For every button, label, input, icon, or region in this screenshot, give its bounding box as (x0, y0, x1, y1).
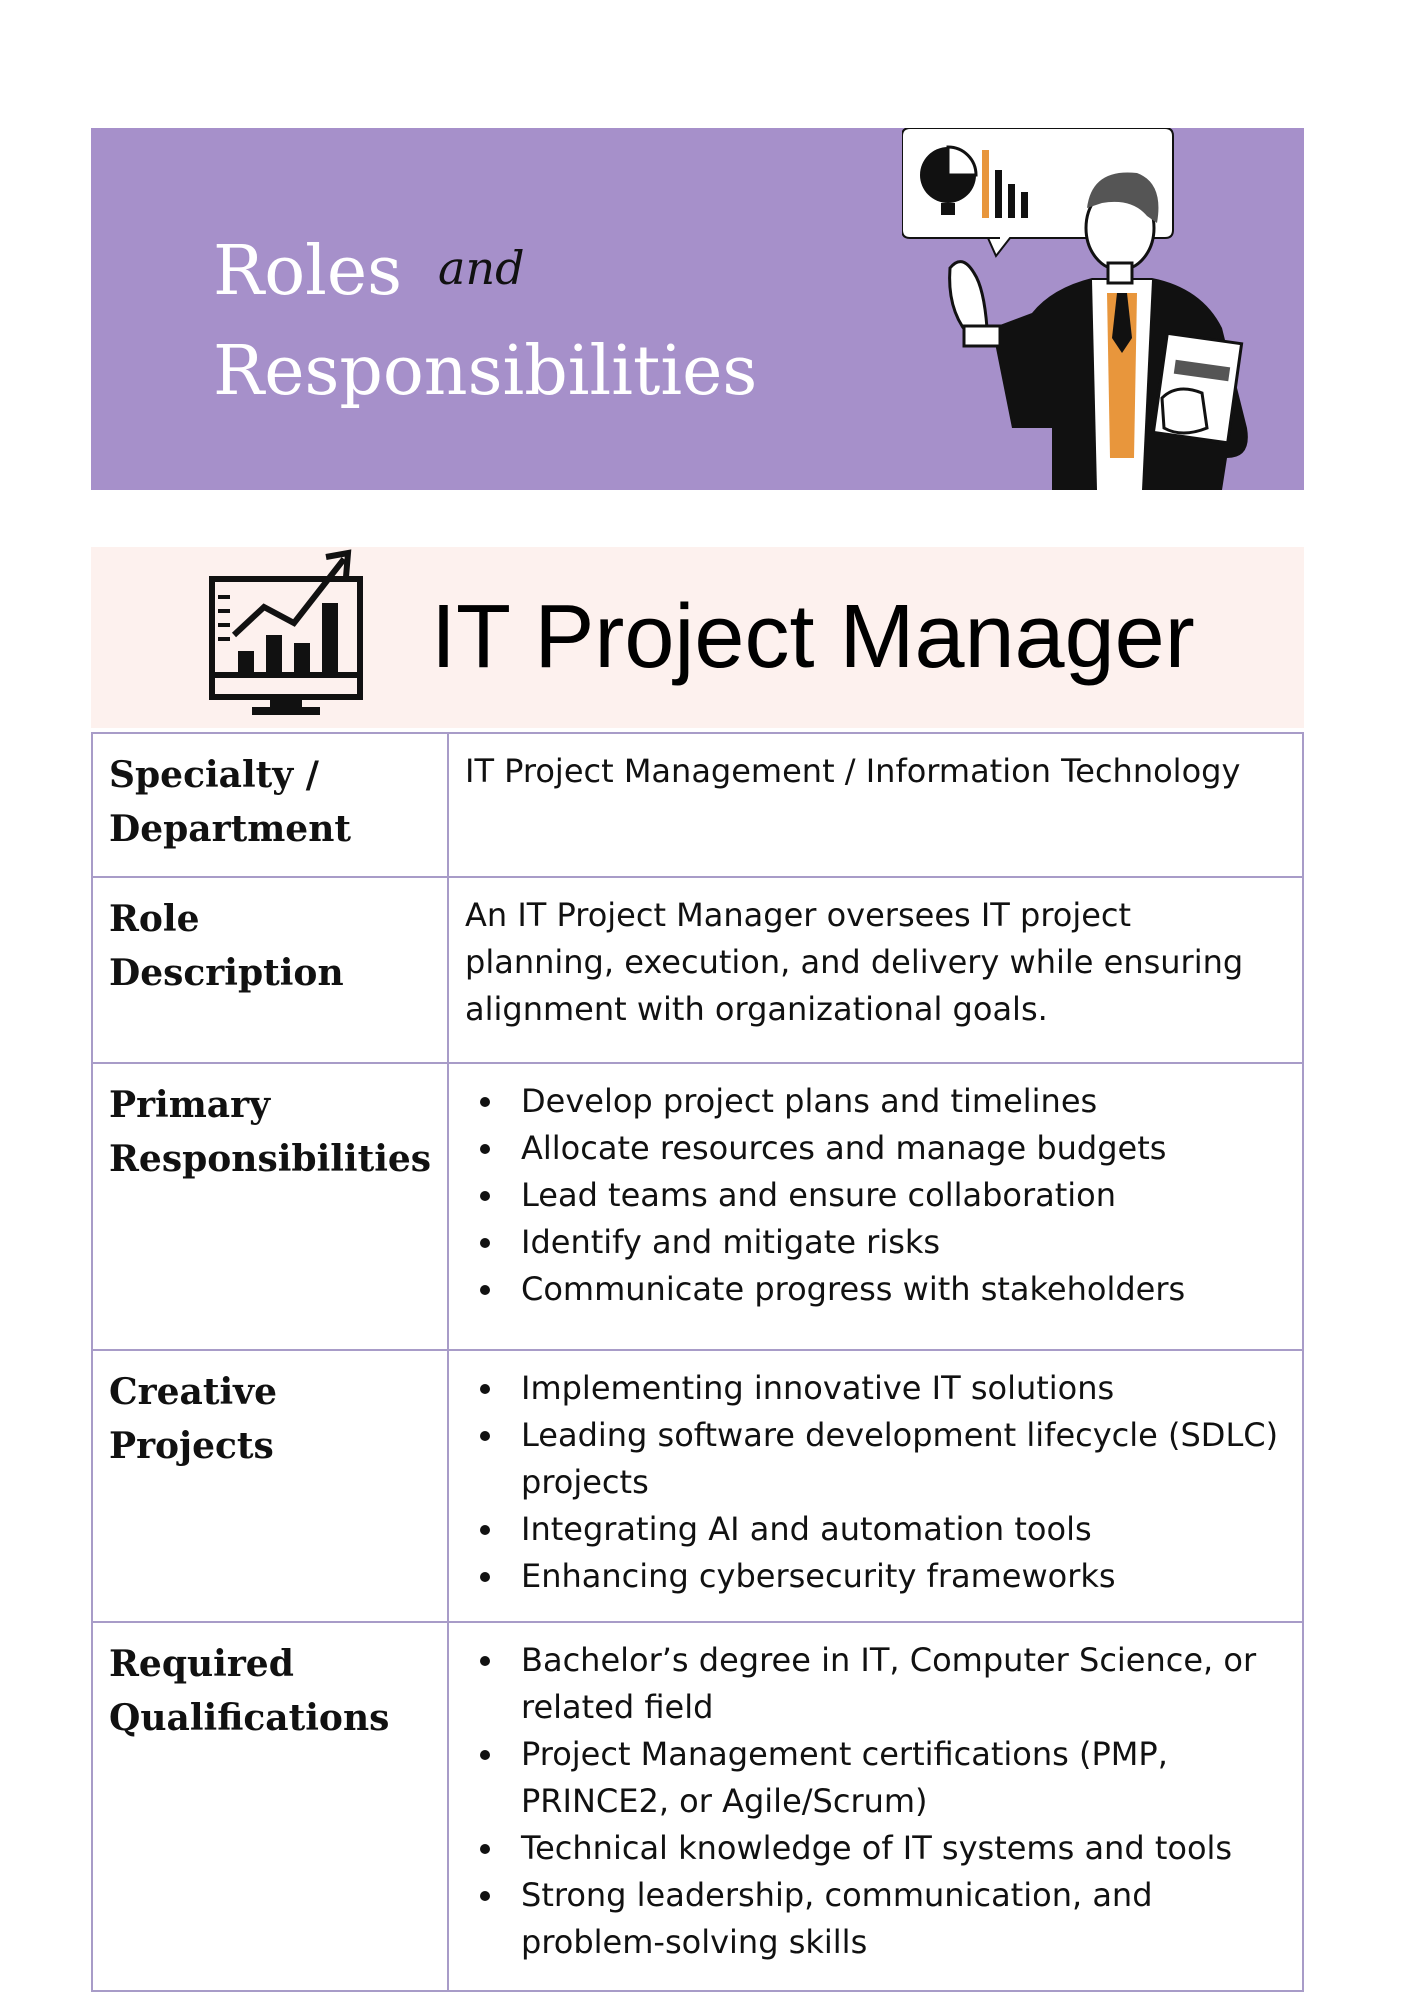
required-qualifications-value (448, 1622, 1303, 1991)
title-banner (91, 128, 1304, 490)
primary-responsibilities-label: Primary Responsibilities (92, 1063, 448, 1350)
specialty-value: IT Project Management / Information Technology (448, 733, 1303, 877)
banner-title-responsibilities: Responsibilities (213, 332, 758, 411)
list-item: • Enhancing cybersecurity frameworks (507, 1553, 1286, 1600)
creative-projects-list (465, 1365, 1286, 1600)
banner-title-roles: Roles (213, 232, 403, 311)
role-header (91, 547, 1304, 728)
creative-projects-label: Creative Projects (92, 1350, 448, 1622)
list-item: • Identify and mitigate risks (507, 1219, 1286, 1266)
list-item: • Implementing innovative IT solutions (507, 1365, 1286, 1412)
role-description-label: Role Description (92, 877, 448, 1063)
role-description-value: An IT Project Manager oversees IT project planning, execution, and delivery while ensuring alignment with organizational goals. (448, 877, 1303, 1063)
list-item: • Develop project plans and timelines (507, 1078, 1286, 1125)
list-item: • Strong leadership, communication, and problem-solving skills (507, 1872, 1286, 1966)
table-row (92, 877, 1303, 1063)
banner-title (213, 218, 757, 422)
list-item: • Communicate progress with stakeholders (507, 1266, 1286, 1313)
required-qualifications-list (465, 1637, 1286, 1966)
creative-projects-value (448, 1350, 1303, 1622)
growth-chart-monitor-icon (208, 547, 368, 728)
banner-title-and: and (438, 241, 525, 295)
table-row (92, 1350, 1303, 1622)
list-item: • Project Management certifications (PMP, PRINCE2, or Agile/Scrum) (507, 1731, 1286, 1825)
presenter-illustration-icon (902, 128, 1304, 490)
specialty-label: Specialty / Department (92, 733, 448, 877)
table-row (92, 733, 1303, 877)
table-row (92, 1622, 1303, 1991)
role-title: IT Project Manager (431, 587, 1195, 687)
list-item: • Integrating AI and automation tools (507, 1506, 1286, 1553)
roles-table (91, 732, 1304, 1992)
list-item: • Technical knowledge of IT systems and tools (507, 1825, 1286, 1872)
primary-responsibilities-list (465, 1078, 1286, 1313)
primary-responsibilities-value (448, 1063, 1303, 1350)
list-item: • Allocate resources and manage budgets (507, 1125, 1286, 1172)
list-item: • Lead teams and ensure collaboration (507, 1172, 1286, 1219)
required-qualifications-label: Required Qualifications (92, 1622, 448, 1991)
table-row (92, 1063, 1303, 1350)
list-item: • Leading software development lifecycle (SDLC) projects (507, 1412, 1286, 1506)
list-item: • Bachelor’s degree in IT, Computer Science, or related field (507, 1637, 1286, 1731)
